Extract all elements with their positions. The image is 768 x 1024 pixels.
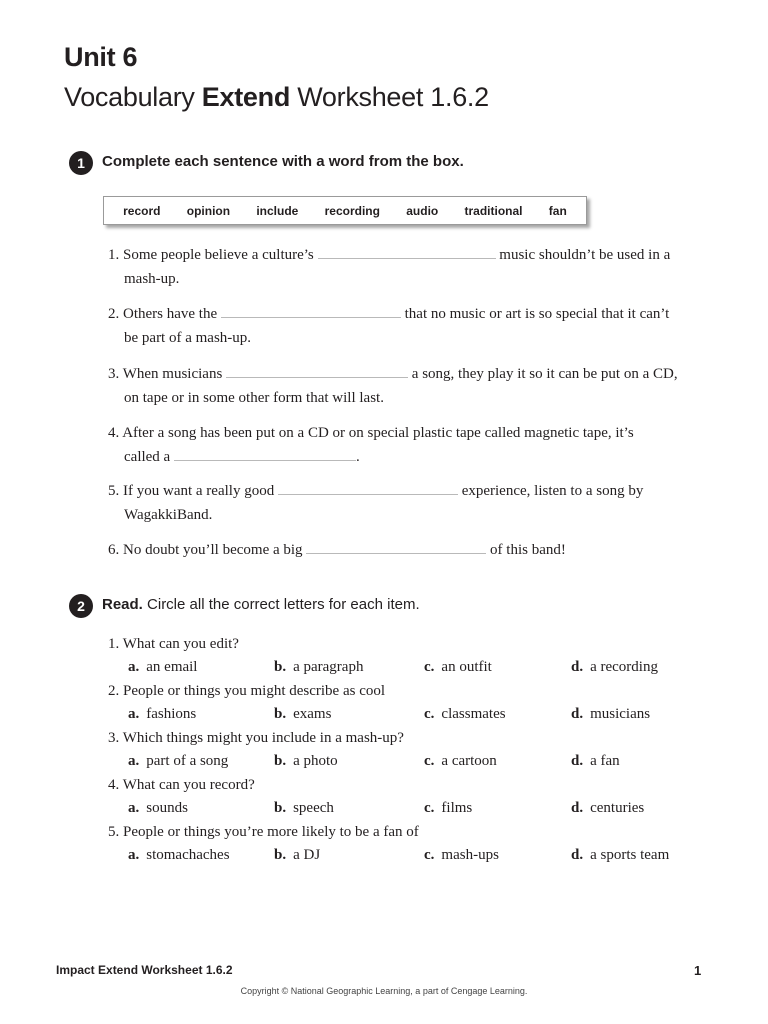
sentence-continuation: WagakkiBand. — [124, 507, 213, 523]
answer-option[interactable] — [424, 704, 506, 724]
page-number: 1 — [694, 963, 702, 978]
option-text: sounds — [146, 800, 188, 816]
sentence-text: No doubt you’ll become a big — [123, 542, 307, 558]
sentence-number: 2. — [108, 306, 120, 322]
question-number: 2. — [108, 683, 120, 699]
answer-option[interactable] — [274, 798, 334, 818]
question-item — [108, 822, 419, 842]
section-number-badge: 1 — [69, 151, 93, 175]
question-item — [108, 728, 404, 748]
section2-instruction-bold: Read. — [102, 596, 143, 613]
option-letter: c. — [424, 659, 435, 675]
sentence-item — [108, 538, 708, 562]
sentence-number: 4. — [108, 425, 120, 441]
answer-blank[interactable] — [221, 303, 401, 318]
sentence-text: of this band! — [486, 542, 566, 558]
answer-option[interactable] — [128, 798, 188, 818]
answer-option[interactable] — [274, 657, 363, 677]
option-letter: d. — [571, 706, 584, 722]
option-text: a sports team — [590, 847, 670, 863]
answer-option[interactable] — [274, 751, 338, 771]
option-letter: a. — [128, 753, 140, 769]
option-text: fashions — [146, 706, 197, 722]
sentence-text: If you want a really good — [123, 483, 278, 499]
sentence-text: music shouldn’t be used in a — [495, 247, 671, 263]
option-text: a cartoon — [441, 753, 497, 769]
sentence-item — [108, 243, 708, 291]
word-box-item: traditional — [464, 203, 523, 218]
option-text: classmates — [441, 706, 506, 722]
title-prefix: Vocabulary — [64, 82, 202, 112]
option-text: a fan — [590, 753, 620, 769]
answer-options — [128, 798, 728, 818]
sentence-item — [108, 479, 708, 527]
word-box-item: include — [256, 203, 299, 218]
copyright-notice: Copyright © National Geographic Learning, a part of Cengage Learning. — [240, 986, 528, 996]
option-text: a paragraph — [293, 659, 364, 675]
sentence-number: 6. — [108, 542, 120, 558]
sentence-continuation: mash-up. — [124, 271, 180, 287]
sentence-number: 5. — [108, 483, 120, 499]
question-item — [108, 681, 385, 701]
answer-options — [128, 751, 728, 771]
sentence-continuation: be part of a mash-up. — [124, 330, 252, 346]
option-text: part of a song — [146, 753, 229, 769]
sentence-continuation: on tape or in some other form that will last. — [124, 390, 384, 406]
answer-option[interactable] — [571, 751, 620, 771]
sentence-item — [108, 421, 708, 469]
question-text: People or things you might describe as cool — [123, 683, 386, 699]
sentence-text: experience, listen to a song by — [457, 483, 644, 499]
title-suffix: Worksheet 1.6.2 — [290, 82, 489, 112]
answer-option[interactable] — [571, 657, 658, 677]
question-number: 1. — [108, 636, 120, 652]
question-text: What can you record? — [122, 777, 255, 793]
option-text: centuries — [590, 800, 645, 816]
sentence-continuation: called a — [124, 449, 174, 465]
option-letter: b. — [274, 659, 287, 675]
option-text: a recording — [590, 659, 658, 675]
option-letter: c. — [424, 847, 435, 863]
option-letter: b. — [274, 800, 287, 816]
answer-options — [128, 845, 728, 865]
answer-option[interactable] — [128, 845, 230, 865]
sentence-text: a song, they play it so it can be put on a CD, — [408, 366, 678, 382]
option-text: an email — [146, 659, 198, 675]
question-text: What can you edit? — [122, 636, 239, 652]
option-letter: d. — [571, 800, 584, 816]
option-letter: d. — [571, 753, 584, 769]
answer-option[interactable] — [424, 657, 492, 677]
option-text: films — [441, 800, 473, 816]
unit-heading: Unit 6 — [64, 42, 138, 72]
sentence-text: After a song has been put on a CD or on special plastic tape called magnetic tape, it’s — [122, 425, 634, 441]
option-text: musicians — [590, 706, 651, 722]
answer-blank[interactable] — [226, 363, 408, 378]
question-item — [108, 775, 255, 795]
option-letter: c. — [424, 706, 435, 722]
section2-instruction — [102, 596, 420, 613]
footer-title: Impact Extend Worksheet 1.6.2 — [56, 963, 233, 977]
answer-option[interactable] — [128, 704, 196, 724]
question-text: People or things you’re more likely to be a fan of — [123, 824, 419, 840]
sentence-number: 1. — [108, 247, 120, 263]
option-letter: d. — [571, 659, 584, 675]
sentence-text: Others have the — [123, 306, 221, 322]
sentence-text: that no music or art is so special that it can’t — [400, 306, 670, 322]
sentence-item — [108, 362, 708, 410]
answer-option[interactable] — [571, 845, 669, 865]
option-text: speech — [293, 800, 334, 816]
option-letter: b. — [274, 753, 287, 769]
answer-blank[interactable] — [174, 446, 356, 461]
answer-blank[interactable] — [278, 480, 458, 495]
option-letter: a. — [128, 800, 140, 816]
answer-option[interactable] — [571, 798, 644, 818]
word-box-item: record — [123, 203, 161, 218]
question-number: 4. — [108, 777, 120, 793]
word-box-item: recording — [324, 203, 380, 218]
answer-option[interactable] — [571, 704, 650, 724]
option-letter: a. — [128, 847, 140, 863]
section1-instruction-text: Complete each sentence with a word from the box. — [102, 153, 464, 170]
section2-instruction-text: Circle all the correct letters for each item. — [142, 596, 420, 613]
answer-blank[interactable] — [306, 539, 486, 554]
answer-option[interactable] — [128, 751, 228, 771]
question-item — [108, 634, 239, 654]
answer-option[interactable] — [424, 798, 472, 818]
option-letter: c. — [424, 800, 435, 816]
answer-option[interactable] — [274, 704, 331, 724]
option-letter: b. — [274, 706, 287, 722]
answer-options — [128, 657, 728, 677]
question-text: Which things might you include in a mash-up? — [122, 730, 404, 746]
section-number-badge: 2 — [69, 594, 93, 618]
option-text: a photo — [293, 753, 338, 769]
word-box-item: opinion — [186, 203, 231, 218]
option-text: stomachaches — [146, 847, 230, 863]
word-box — [103, 196, 587, 225]
answer-option[interactable] — [424, 751, 497, 771]
option-text: an outfit — [441, 659, 492, 675]
option-letter: b. — [274, 847, 287, 863]
section1-instruction — [102, 153, 464, 170]
question-number: 5. — [108, 824, 120, 840]
title-bold: Extend — [201, 82, 291, 112]
question-number: 3. — [108, 730, 120, 746]
sentence-item — [108, 302, 708, 350]
option-letter: d. — [571, 847, 584, 863]
option-letter: a. — [128, 659, 140, 675]
sentence-number: 3. — [108, 366, 120, 382]
option-text: exams — [293, 706, 332, 722]
sentence-text: When musicians — [122, 366, 227, 382]
option-letter: c. — [424, 753, 435, 769]
answer-options — [128, 704, 728, 724]
option-text: mash-ups — [441, 847, 499, 863]
sentence-text: Some people believe a culture’s — [123, 247, 318, 263]
option-letter: a. — [128, 706, 140, 722]
word-box-item: fan — [548, 203, 567, 218]
sentence-text: . — [355, 449, 360, 465]
answer-option[interactable] — [128, 657, 197, 677]
answer-option[interactable] — [274, 845, 320, 865]
answer-blank[interactable] — [318, 244, 496, 259]
answer-option[interactable] — [424, 845, 499, 865]
option-text: a DJ — [293, 847, 321, 863]
page-title — [64, 82, 489, 113]
word-box-item: audio — [406, 203, 439, 218]
